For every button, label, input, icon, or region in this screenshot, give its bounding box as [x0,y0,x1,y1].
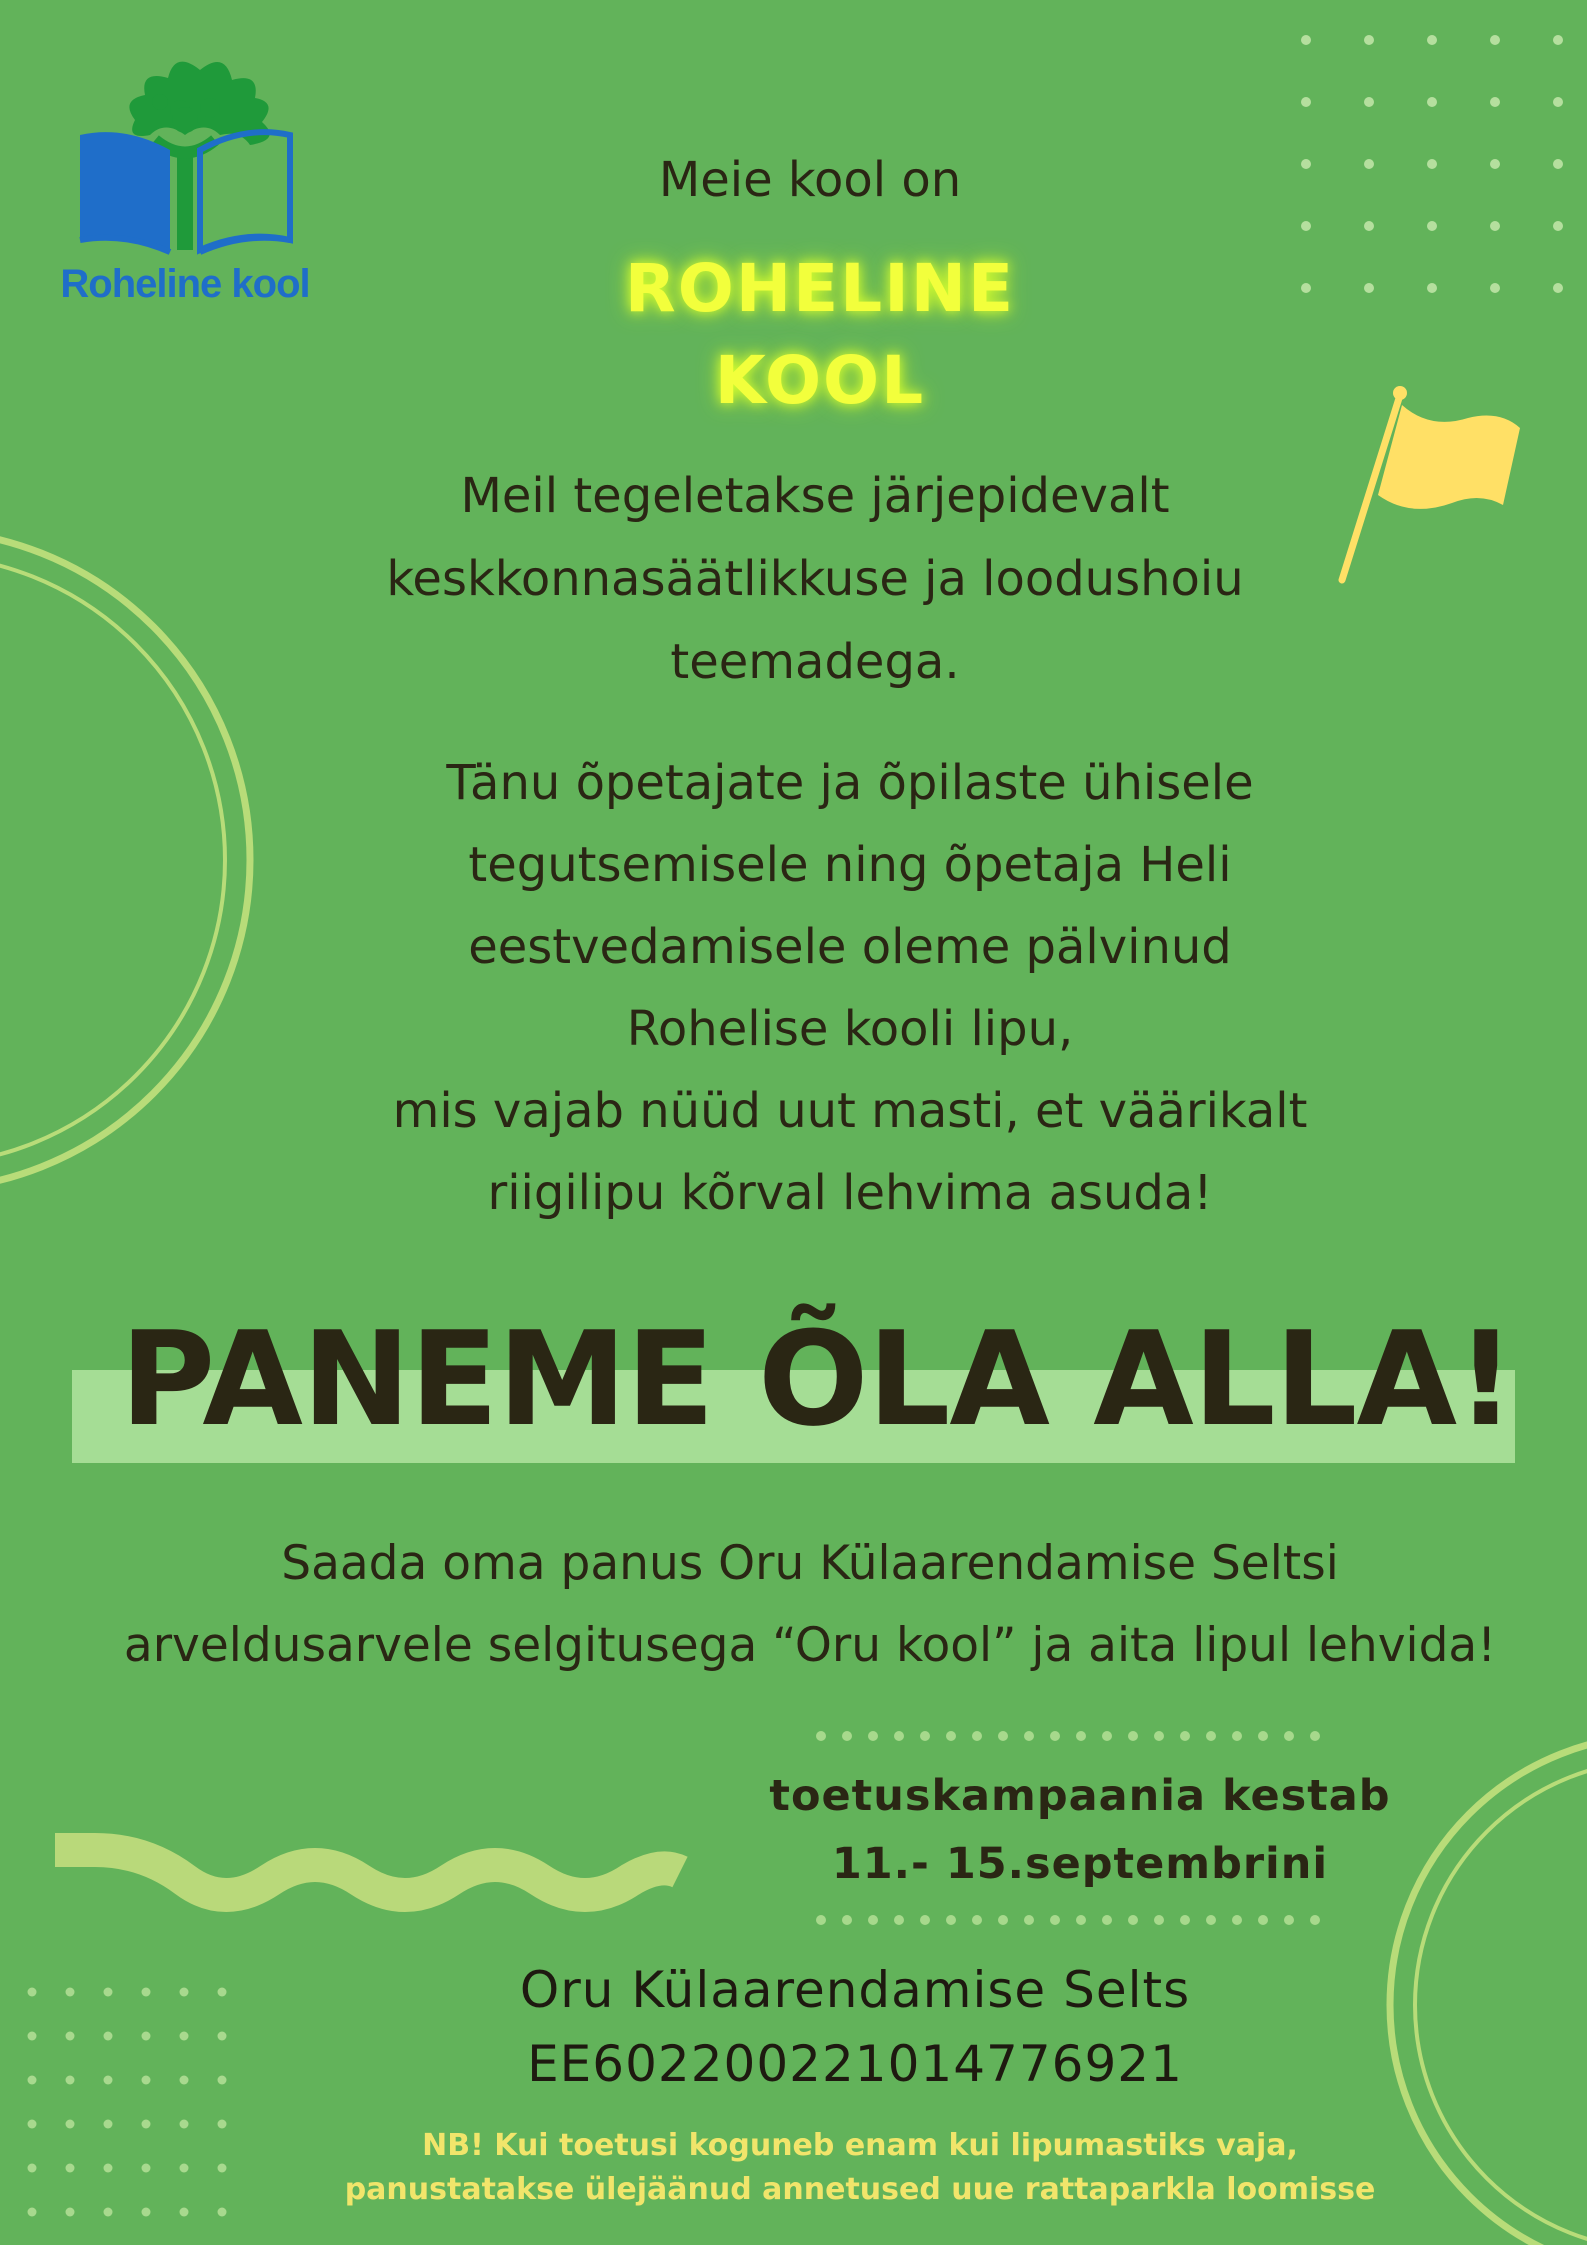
dot [1102,1731,1112,1741]
dot [972,1731,982,1741]
dot [218,2076,227,2085]
dot [66,2208,75,2217]
paragraph-2-line: riigilipu kõrval lehvima asuda! [487,1165,1213,1221]
logo-text: Roheline kool [60,262,310,306]
dot [946,1915,956,1925]
dot [920,1915,930,1925]
intro-text: Meie kool on [658,152,962,208]
dot [1490,35,1500,45]
dot [972,1915,982,1925]
dot [1232,1915,1242,1925]
dot [1076,1731,1086,1741]
dot [28,2076,37,2085]
paragraph-1-line: Meil tegeletakse järjepidevalt [460,468,1170,524]
roheline-kool-logo [50,40,320,320]
paragraph-2-line: mis vajab nüüd uut masti, et väärikalt [392,1083,1308,1139]
dot [1050,1731,1060,1741]
dot [894,1731,904,1741]
dot [66,2076,75,2085]
dot [816,1731,826,1741]
dot [142,2076,151,2085]
dot [142,1988,151,1997]
dot [1206,1731,1216,1741]
dot [1427,35,1437,45]
dot [28,2120,37,2129]
dot [1128,1915,1138,1925]
dot [1364,283,1374,293]
dot [180,2032,189,2041]
dot [104,2208,113,2217]
campaign-line: toetuskampaania kestab [769,1771,1391,1821]
dot [218,2208,227,2217]
dot [104,2120,113,2129]
paragraph-2-line: Rohelise kooli lipu, [626,1001,1074,1057]
campaign-dates [760,1762,1400,1898]
dot [66,1988,75,1997]
dot [218,2164,227,2173]
wave-decoration [55,1850,680,1895]
dot [28,2032,37,2041]
dot-grid-bottom-left [28,1988,227,2217]
dot [66,2164,75,2173]
dot [894,1915,904,1925]
dot [998,1915,1008,1925]
dot [1553,35,1563,45]
paragraph-2-line: eestvedamisele oleme pälvinud [468,919,1232,975]
paragraph-1 [265,455,1365,704]
dot [180,2120,189,2129]
dot [104,1988,113,1997]
headline-line1: ROHELINE [624,250,1016,327]
donation-instructions [60,1523,1560,1687]
dot [1154,1731,1164,1741]
dot [28,1988,37,1997]
dot [1024,1915,1034,1925]
dot [1310,1731,1320,1741]
headline-line2: KOOL [714,342,926,419]
dot [1490,221,1500,231]
dot [1076,1915,1086,1925]
dot [1427,283,1437,293]
dot [1301,283,1311,293]
dot [1258,1731,1268,1741]
dot [1427,159,1437,169]
flag-icon [1342,386,1520,580]
dot [1024,1731,1034,1741]
dot [1180,1731,1190,1741]
left-circle-decoration [0,530,250,1190]
dot-grid-top-right [1301,35,1587,293]
dot [180,2164,189,2173]
dot [180,1988,189,1997]
dot [1490,159,1500,169]
dot [1301,35,1311,45]
dot [104,2032,113,2041]
dot [1301,159,1311,169]
dot [104,2076,113,2085]
dot [1364,221,1374,231]
dot [868,1731,878,1741]
dot [1102,1915,1112,1925]
paragraph-1-line: keskkonnasäätlikkuse ja loodushoiu [386,551,1244,607]
dot [842,1731,852,1741]
dot [1301,97,1311,107]
bank-account-number: EE602200221014776921 [527,2035,1183,2093]
dot [998,1731,1008,1741]
dot [142,2164,151,2173]
dot [218,2120,227,2129]
dot [142,2120,151,2129]
footnote-line: panustatakse ülejäänud annetused uue rattaparkla loomisse [344,2172,1376,2207]
dot [1180,1915,1190,1925]
dot [180,2208,189,2217]
dot [104,2164,113,2173]
dot [816,1915,826,1925]
dot [1427,221,1437,231]
dot [1553,283,1563,293]
dot [1206,1915,1216,1925]
dot [218,1988,227,1997]
dot [1258,1915,1268,1925]
dot [1284,1731,1294,1741]
dot [180,2076,189,2085]
donation-line: arveldusarvele selgitusega “Oru kool” ja aita lipul lehvida! [123,1618,1497,1673]
dot [868,1915,878,1925]
footnote [270,2124,1450,2212]
dot [66,2120,75,2129]
dot [1232,1731,1242,1741]
paragraph-1-line: teemadega. [670,634,960,690]
organization-name: Oru Külaarendamise Selts [519,1961,1191,2019]
slogan: PANEME ÕLA ALLA! [120,1303,1515,1455]
dot [1553,97,1563,107]
dot [142,2208,151,2217]
dot [1301,221,1311,231]
dot [1364,159,1374,169]
paragraph-2-line: Tänu õpetajate ja õpilaste ühisele [446,755,1254,811]
dot [218,2032,227,2041]
dot [1490,283,1500,293]
tree-book-logo-icon [50,40,320,260]
dot [1364,35,1374,45]
organization-block [460,1953,1250,2101]
donation-line: Saada oma panus Oru Külaarendamise Seltsi [281,1536,1339,1591]
dot [1490,97,1500,107]
dot [1154,1915,1164,1925]
dot [1553,159,1563,169]
dot [28,2164,37,2173]
dot [28,2208,37,2217]
dot [1553,221,1563,231]
dot [1310,1915,1320,1925]
dot [920,1731,930,1741]
dot [842,1915,852,1925]
dot [1364,97,1374,107]
dot [946,1731,956,1741]
dot [1427,97,1437,107]
paragraph-2 [300,742,1400,1234]
dot [142,2032,151,2041]
paragraph-2-line: tegutsemisele ning õpetaja Heli [468,837,1232,893]
campaign-line: 11.- 15.septembrini [831,1839,1329,1889]
footnote-line: NB! Kui toetusi koguneb enam kui lipumastiks vaja, [422,2128,1298,2163]
dot [66,2032,75,2041]
dot [1050,1915,1060,1925]
dot [1284,1915,1294,1925]
dot [1128,1731,1138,1741]
